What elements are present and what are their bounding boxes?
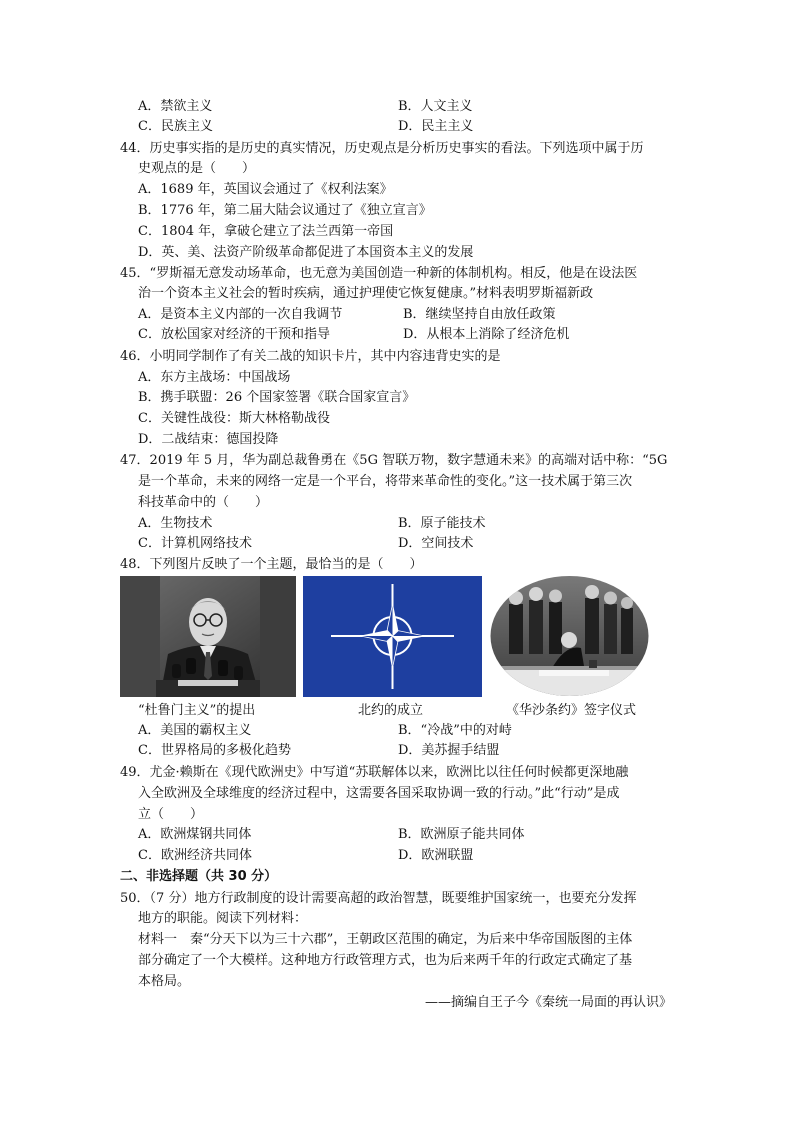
caption-warsaw-pact: 《华沙条约》签字仪式 [506,703,637,718]
q43-option-d: D．民主主义 [398,119,474,134]
q44-option-c: C．1804 年，拿破仑建立了法兰西第一帝国 [138,224,394,239]
q50-material1-line3: 本格局。 [138,974,191,989]
q46-option-d: D．二战结束：德国投降 [138,432,279,447]
q44-stem-line1: 44．历史事实指的是历史的真实情况，历史观点是分析历史事实的看法。下列选项中属于历 [120,141,644,156]
q43-option-b: B．人文主义 [398,99,473,114]
q48-option-c: C．世界格局的多极化趋势 [138,743,291,758]
q48-option-b: B．“冷战”中的对峙 [398,723,512,738]
q44-option-b: B．1776 年，第二届大陆会议通过了《独立宣言》 [138,203,432,218]
q45-option-a: A．是资本主义内部的一次自我调节 [138,307,343,322]
q46-option-c: C．关键性战役：斯大林格勒战役 [138,411,330,426]
q47-option-a: A．生物技术 [138,516,213,531]
q49-option-b: B．欧洲原子能共同体 [398,827,525,842]
caption-nato-founding: 北约的成立 [358,703,424,718]
q45-stem-line1: 45．“罗斯福无意发动场革命，也无意为美国创造一种新的体制机构。相反，他是在设法医 [120,266,638,281]
q49-stem-line3: 立（ ） [138,807,204,822]
q48-stem: 48．下列图片反映了一个主题，最恰当的是（ ） [120,557,423,572]
q48-option-d: D．美苏握手结盟 [398,743,500,758]
q47-option-b: B．原子能技术 [398,516,486,531]
caption-truman-doctrine: “杜鲁门主义”的提出 [138,703,256,718]
q50-material1-line2: 部分确定了一个大模样。这种地方行政管理方式，也为后来两千年的行政定式确定了基 [138,953,633,968]
q47-stem-line1: 47．2019 年 5 月，华为副总裁鲁勇在《5G 智联万物，数字慧通未来》的高端对话中称：“5G [120,453,668,468]
q43-option-c: C．民族主义 [138,119,213,134]
q50-material1-line1: 材料一 秦“分天下以为三十六郡”，王朝政区范围的确定，为后来中华帝国版图的主体 [138,932,633,947]
q46-option-b: B．携手联盟：26 个国家签署《联合国家宣言》 [138,390,416,405]
q50-stem-line2: 地方的职能。阅读下列材料： [138,911,308,926]
q50-stem-line1: 50．（7 分）地方行政制度的设计需要高超的政治智慧，既要维护国家统一，也要充分发挥 [120,891,637,906]
nato-flag-icon [303,576,482,697]
q48-option-a: A．美国的霸权主义 [138,723,252,738]
q49-option-d: D．欧洲联盟 [398,848,474,863]
q49-stem-line1: 49．尤金·赖斯在《现代欧洲史》中写道“苏联解体以来，欧洲比以往任何时候都更深地融 [120,765,629,780]
q47-option-d: D．空间技术 [398,536,474,551]
q47-stem-line3: 科技革命中的（ ） [138,495,269,510]
q45-option-d: D．从根本上消除了经济危机 [403,327,570,342]
q47-stem-line2: 是一个革命，未来的网络一定是一个平台，将带来革命性的变化。”这一技术属于第三次 [138,474,633,489]
q45-option-c: C．放松国家对经济的干预和指导 [138,327,330,342]
q49-option-c: C．欧洲经济共同体 [138,848,252,863]
q46-stem: 46．小明同学制作了有关二战的知识卡片，其中内容违背史实的是 [120,349,501,364]
q45-stem-line2: 治一个资本主义社会的暂时疾病，通过护理使它恢复健康。”材料表明罗斯福新政 [138,286,594,301]
truman-speech-photo [120,576,296,697]
q50-material1-source: ——摘编自王子今《秦统一局面的再认识》 [424,995,672,1010]
q43-option-a: A．禁欲主义 [138,99,213,114]
q49-stem-line2: 入全欧洲及全球维度的经济过程中，这需要各国采取协调一致的行动。”此“行动”是成 [138,786,620,801]
warsaw-pact-signing-photo [489,574,650,698]
q45-option-b: B．继续坚持自由放任政策 [403,307,556,322]
section-title-nonchoice: 二、非选择题（共 30 分） [120,869,278,884]
q46-option-a: A．东方主战场：中国战场 [138,370,291,385]
q49-option-a: A．欧洲煤钢共同体 [138,827,252,842]
q44-stem-line2: 史观点的是（ ） [138,161,256,176]
q44-option-d: D．英、美、法资产阶级革命都促进了本国资本主义的发展 [138,245,474,260]
q44-option-a: A．1689 年，英国议会通过了《权利法案》 [138,182,393,197]
q47-option-c: C．计算机网络技术 [138,536,252,551]
